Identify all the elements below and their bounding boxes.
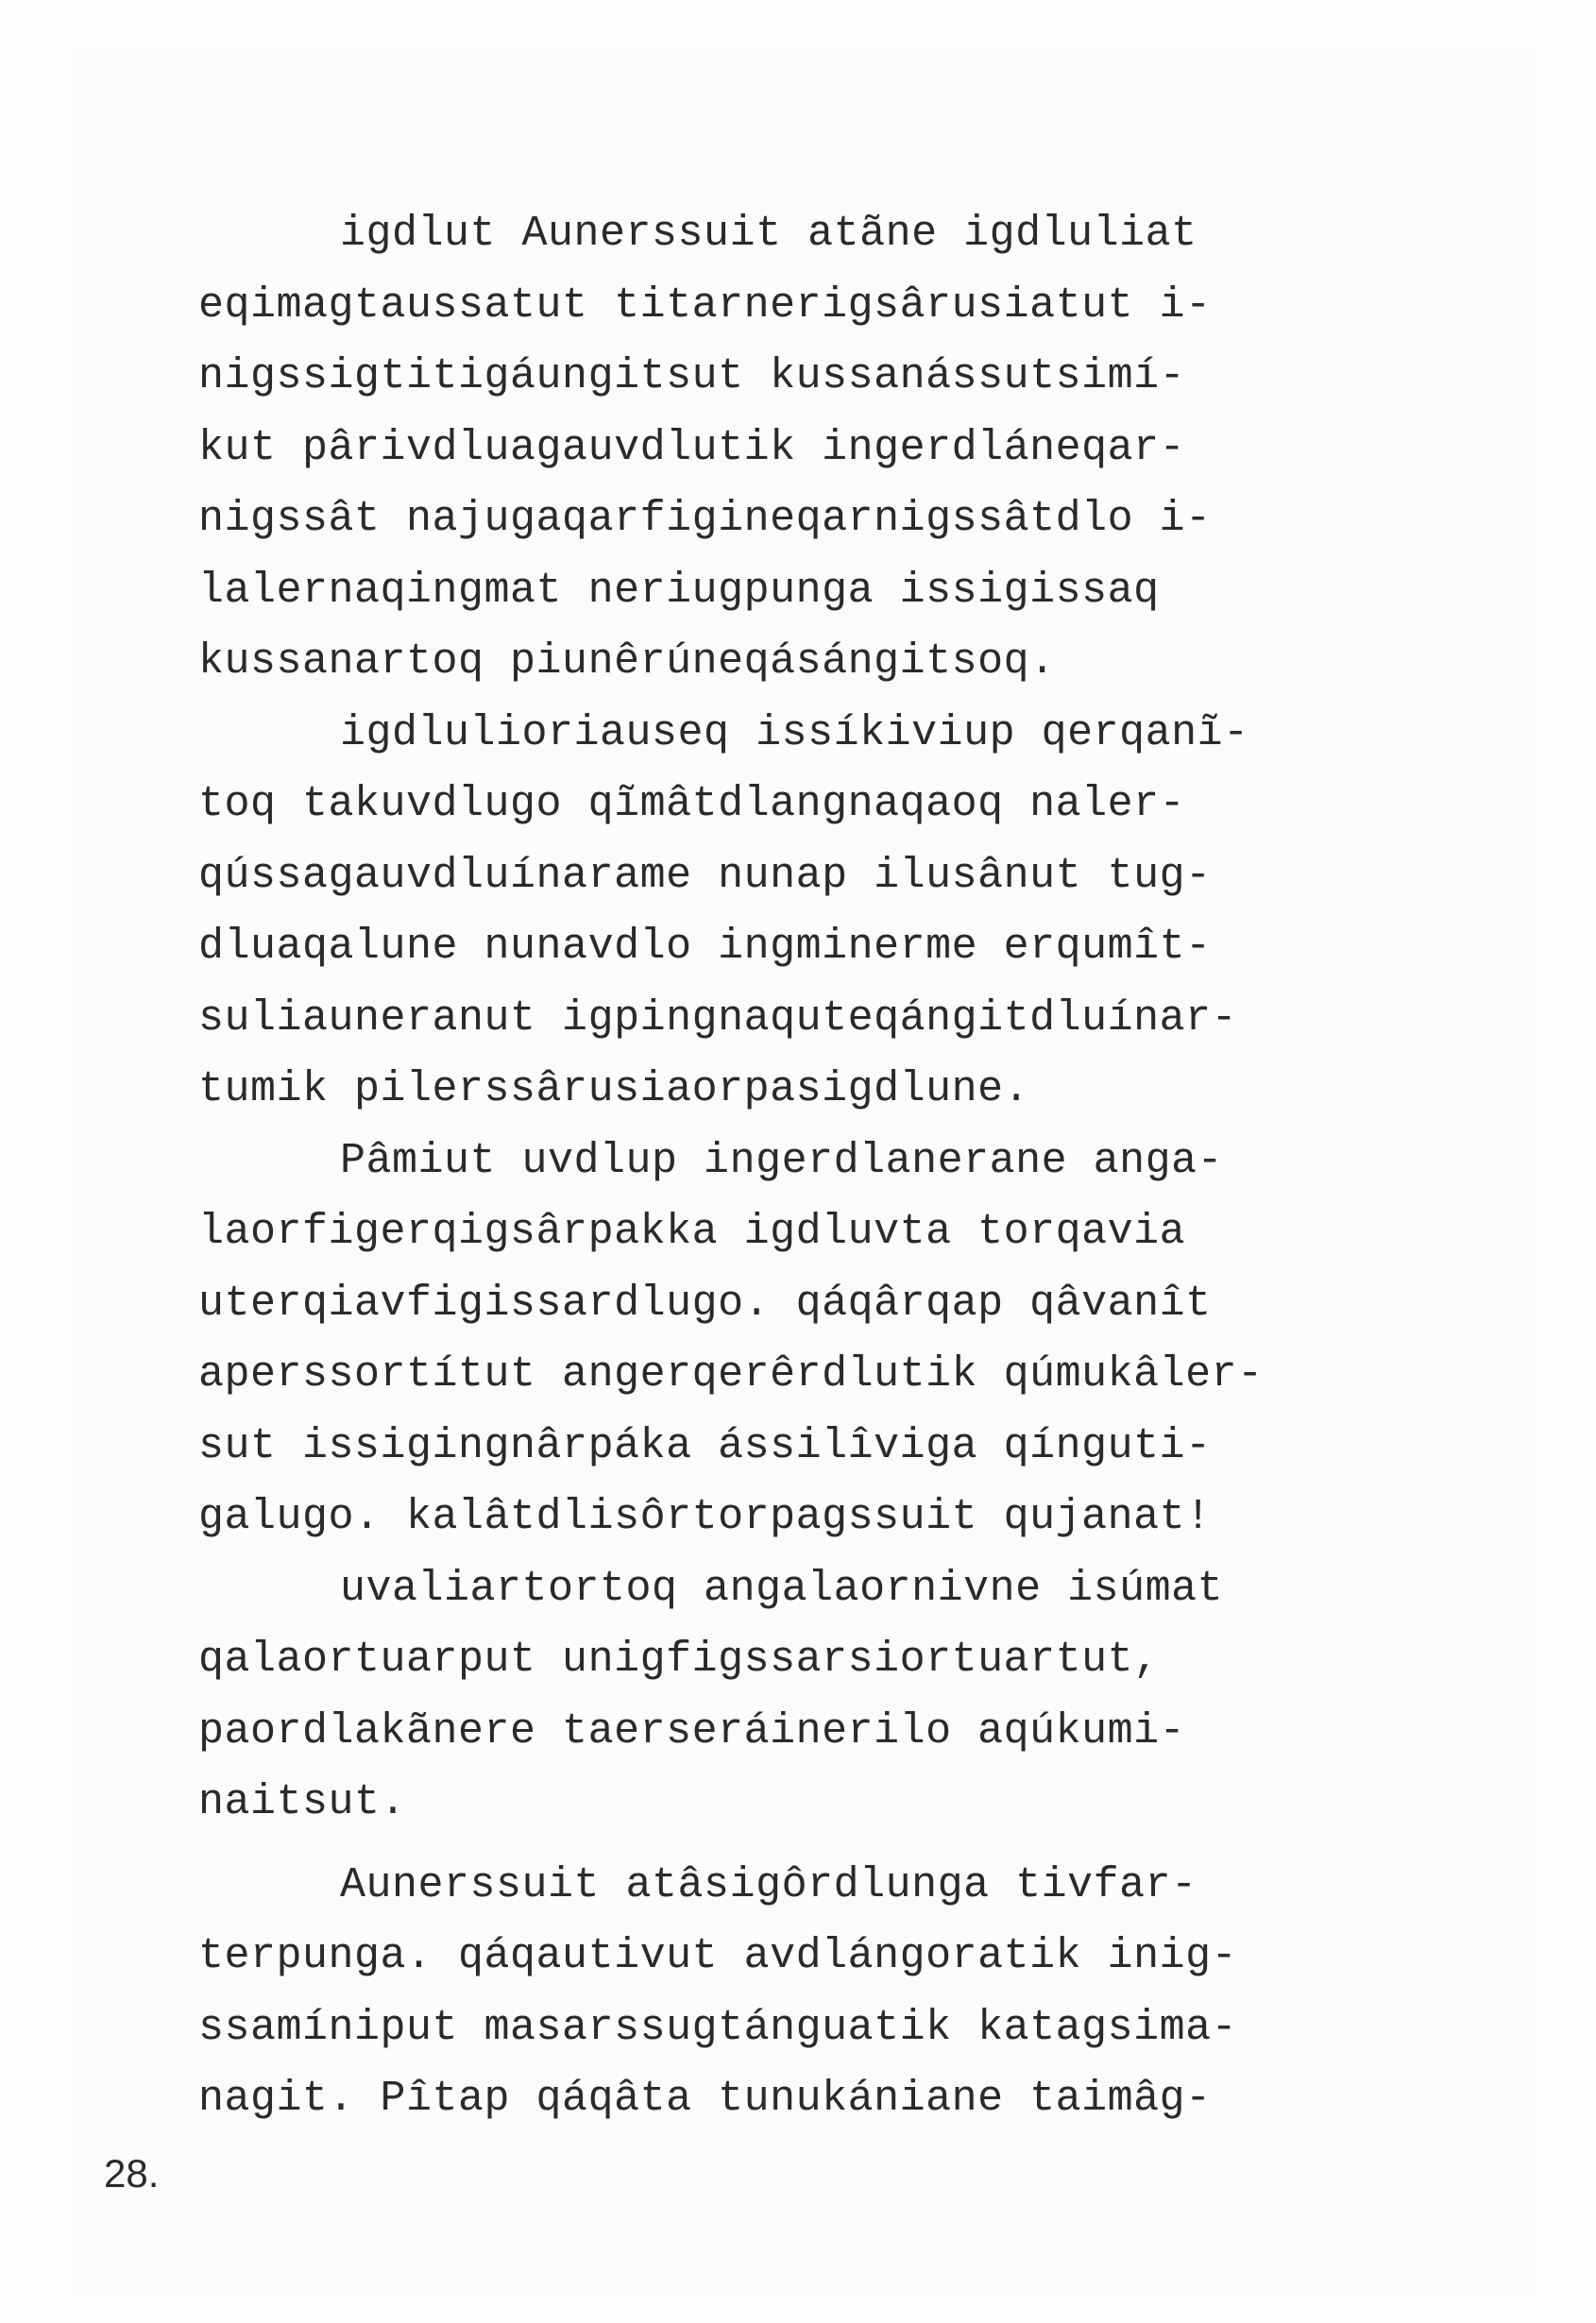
text-line: qalaortuarput unigfigssarsiortuartut, [198,1636,1160,1684]
text-line: suliauneranut igpingnaquteqángitdluínar- [198,993,1238,1043]
paragraph-5 [198,1850,1426,2135]
text-line: kussanartoq piunêrúneqásángitsoq. [198,637,1056,686]
paragraph-3 [198,1126,1426,1553]
text-line: ssamíniput masarssugtánguatik katagsima- [198,2003,1238,2052]
text-line: dluaqalune nunavdlo ingminerme erqumît- [198,923,1212,971]
text-line: lalernaqingmat neriugpunga issigissaq [198,566,1160,615]
text-line: toq takuvdlugo qĩmâtdlangnaqaoq naler- [198,780,1186,828]
text-line: kut pârivdluagauvdlutik ingerdláneqar- [198,423,1186,472]
text-line: nigssât najugaqarfigineqarnigssâtdlo i- [198,495,1212,543]
text-line: eqimagtaussatut titarnerigsârusiatut i- [198,280,1212,330]
text-line: nigssigtitigáungitsut kussanássutsimí- [198,352,1186,400]
text-line: Aunerssuit atâsigôrdlunga tivfar- [340,1860,1197,1909]
text-line: tumik pilerssârusiaorpasigdlune. [198,1065,1030,1113]
paragraph-1 [198,198,1426,698]
page-number: 28. [104,2151,160,2196]
text-line: sut issigingnârpáka ássilîviga qínguti- [198,1421,1212,1470]
paragraph-4 [198,1553,1426,1839]
text-line: Pâmiut uvdlup ingerdlanerane anga- [340,1136,1224,1185]
paragraph-2 [198,698,1426,1126]
text-line: uvaliartortoq angalaornivne isúmat [340,1564,1224,1613]
paragraph-gap [198,1839,1426,1850]
text-line: laorfigerqigsârpakka igdluvta torqavia [198,1208,1186,1256]
text-line: paordlakãnere taerseráinerilo aqúkumi- [198,1706,1186,1755]
text-line: igdlut Aunerssuit atãne igdluliat [340,210,1197,258]
text-line: nagit. Pîtap qáqâta tunukániane taimâg- [198,2075,1212,2123]
text-line: naitsut. [198,1778,407,1826]
text-line: galugo. kalâtdlisôrtorpagssuit qujanat! [198,1493,1212,1541]
text-line: terpunga. qáqautivut avdlángoratik inig- [198,1932,1238,1980]
text-line: aperssortítut angerqerêrdlutik qúmukâler- [198,1350,1264,1399]
text-line: igdlulioriauseq issíkiviup qerqanĩ- [340,708,1249,757]
text-line: uterqiavfigissardlugo. qáqârqap qâvanît [198,1279,1212,1328]
text-line: qússagauvdluínarame nunap ilusânut tug- [198,851,1212,900]
typewritten-text-body [198,198,1426,2135]
